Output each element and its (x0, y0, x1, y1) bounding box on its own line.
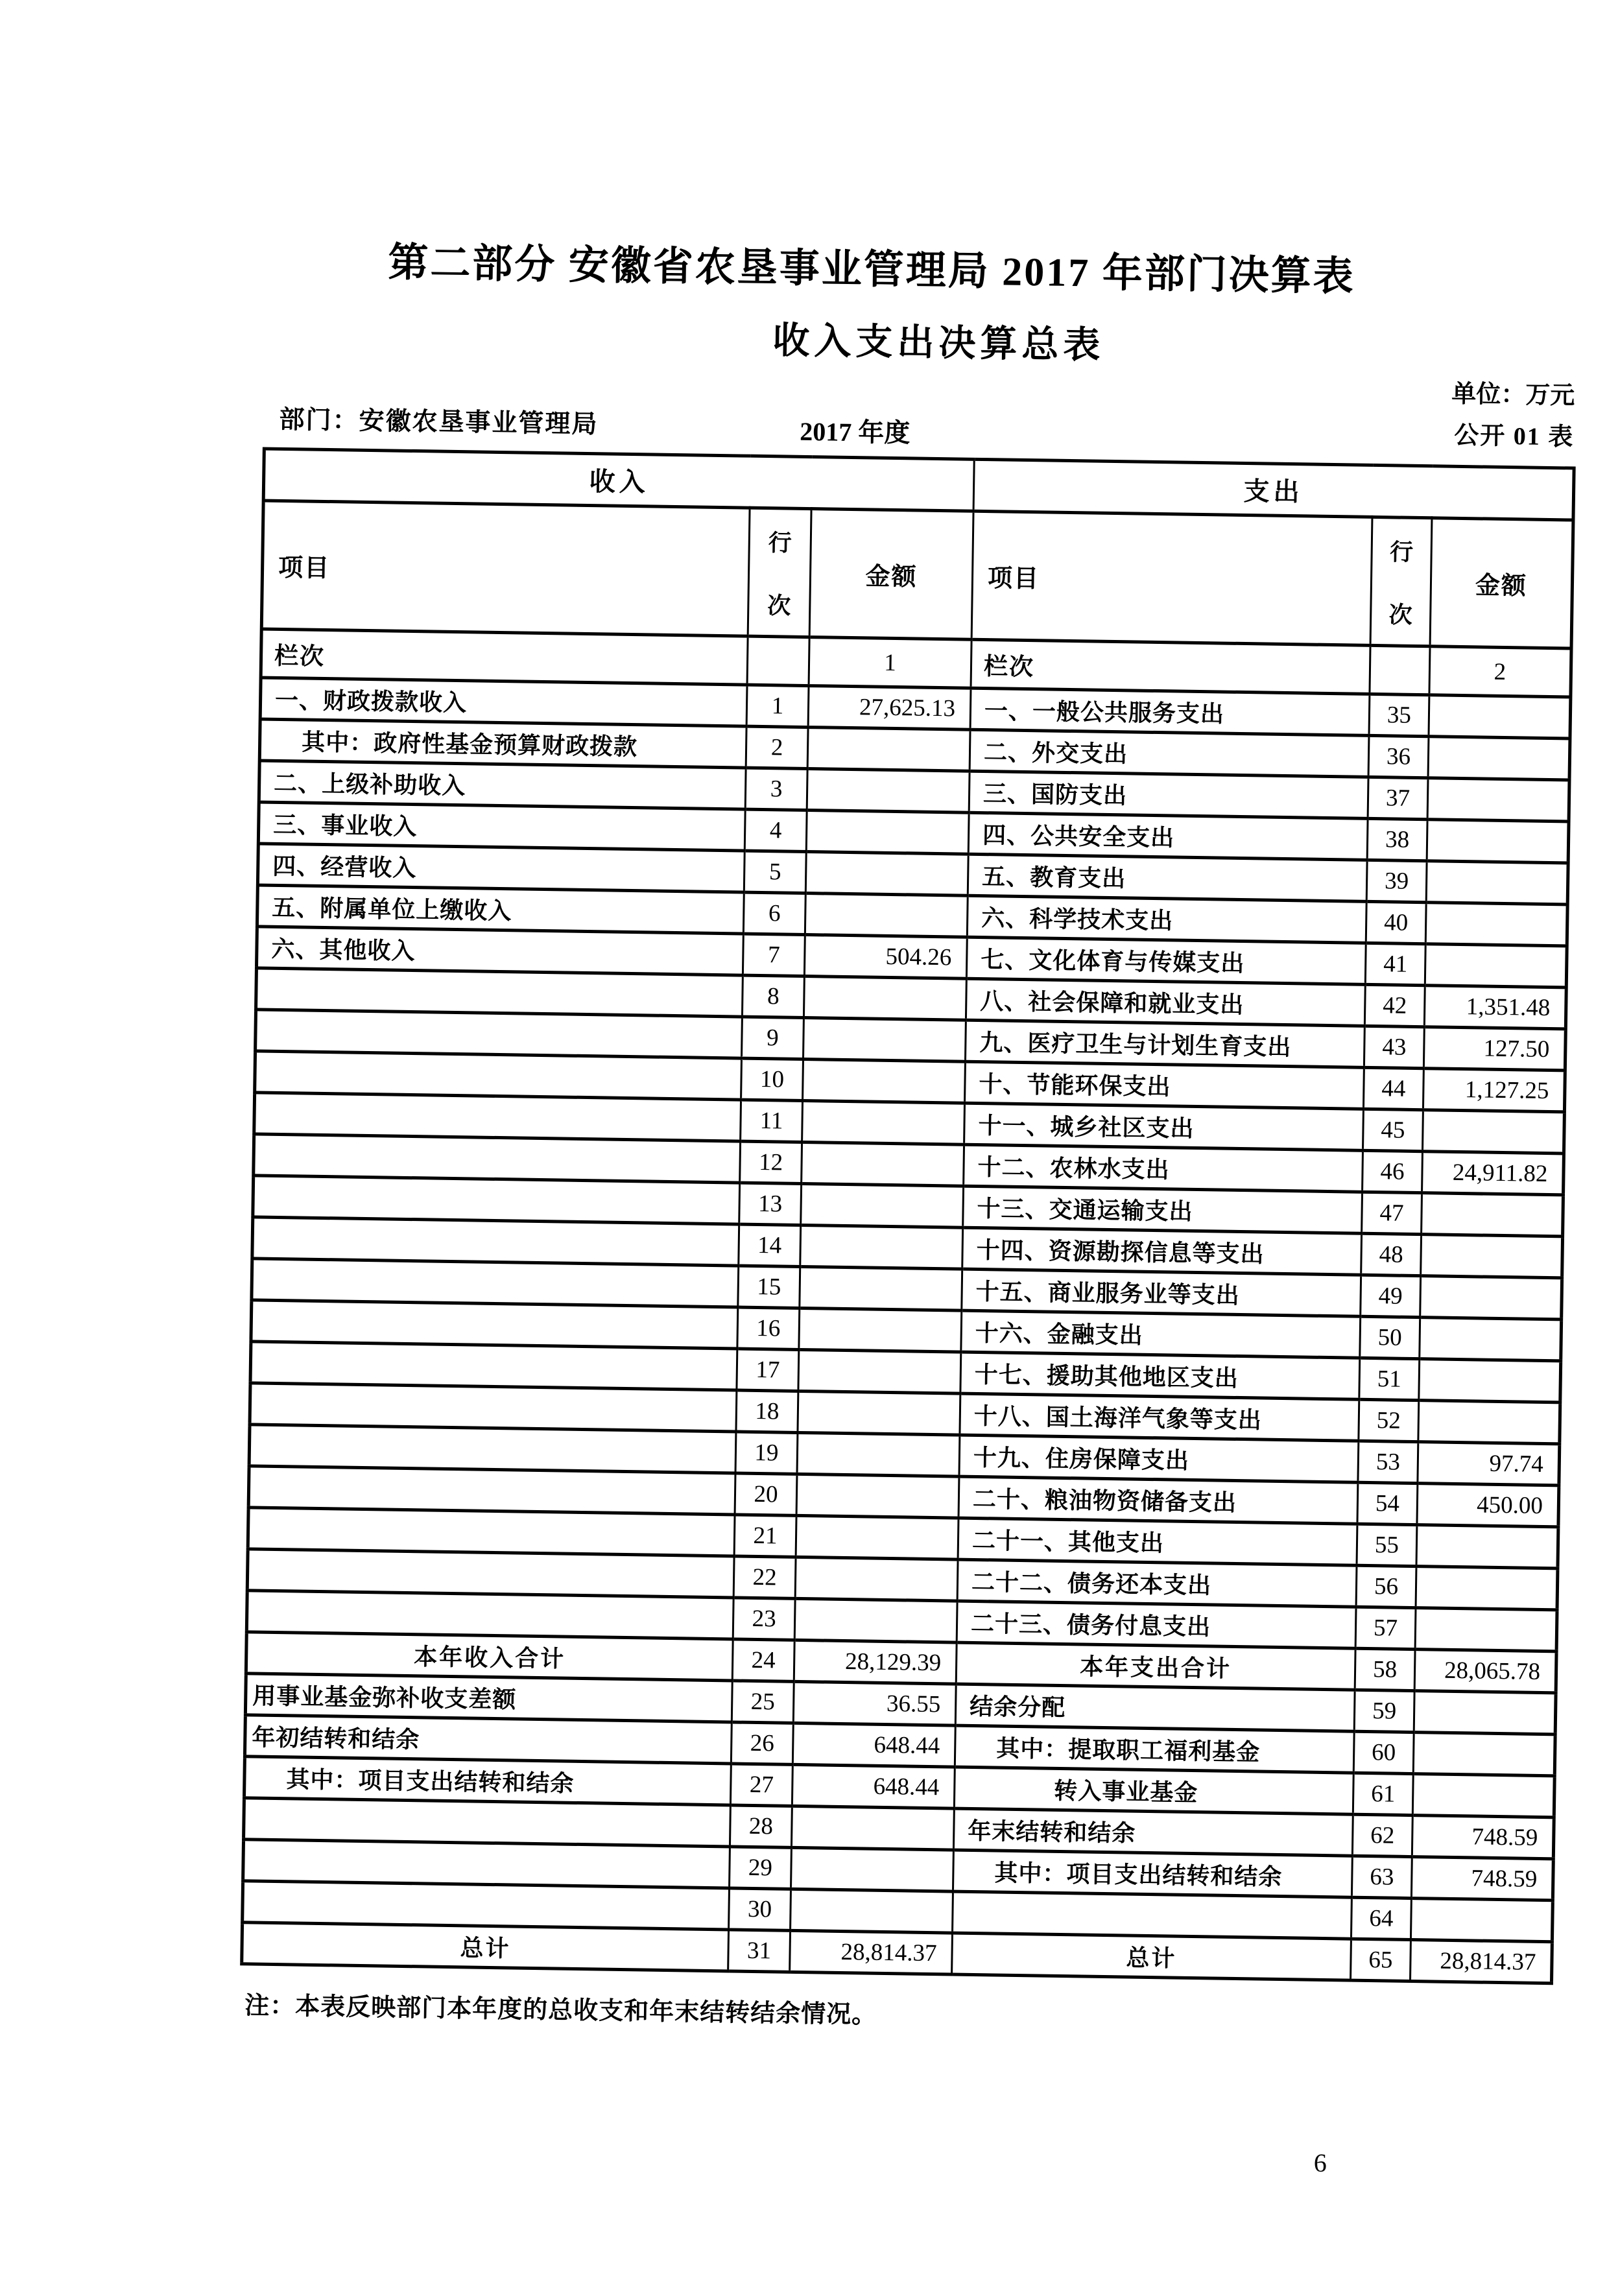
footnote: 注：本表反映部门本年度的总收支和年末结转结余情况。 (244, 1992, 877, 2029)
expense-item-cell (953, 1891, 1352, 1939)
rownum-header-char2: 次 (1388, 601, 1413, 628)
income-rownum-cell: 2 (746, 726, 808, 768)
expense-rownum-cell: 42 (1364, 984, 1425, 1026)
lanci-label-expense: 栏次 (971, 639, 1370, 694)
income-item-cell (254, 1134, 741, 1183)
expense-rownum-cell: 60 (1353, 1731, 1414, 1773)
expense-item-cell: 十八、国土海洋气象等支出 (960, 1393, 1359, 1441)
lanci-value-expense: 2 (1429, 646, 1571, 697)
expense-rownum-cell: 40 (1366, 901, 1426, 943)
expense-amount-cell: 97.74 (1418, 1442, 1560, 1485)
expense-rownum-cell: 50 (1360, 1316, 1420, 1358)
income-item-cell (254, 1093, 741, 1141)
expense-amount-cell (1428, 737, 1570, 780)
income-amount-cell (791, 1847, 953, 1891)
expense-item-cell: 六、科学技术支出 (967, 895, 1366, 943)
expense-amount-cell (1429, 695, 1571, 739)
income-item-cell: 三、事业收入 (258, 802, 745, 851)
lanci-label-income: 栏次 (261, 629, 748, 685)
expense-rownum-cell: 52 (1359, 1399, 1419, 1441)
income-amount-cell: 648.44 (792, 1723, 955, 1767)
income-amount-cell (796, 1515, 958, 1559)
lanci-value-income: 1 (809, 637, 971, 689)
rownum-header-stack (749, 524, 810, 621)
income-rownum-cell: 8 (742, 975, 804, 1017)
income-amount-cell: 36.55 (793, 1681, 956, 1725)
income-item-cell (256, 1010, 743, 1058)
page-number: 6 (1313, 2148, 1327, 2178)
expense-amount-cell: 450.00 (1417, 1484, 1559, 1527)
expense-rownum-cell: 65 (1351, 1939, 1411, 1981)
table-body (242, 678, 1571, 1983)
expense-rownum-cell: 56 (1356, 1565, 1416, 1607)
expense-amount-cell (1413, 1733, 1555, 1776)
income-item-cell: 用事业基金弥补收支差额 (245, 1674, 732, 1722)
income-rownum-cell: 10 (741, 1058, 804, 1100)
income-rownum-cell: 20 (735, 1473, 797, 1515)
rownum-header-char1: 行 (768, 529, 792, 556)
expense-rownum-cell: 63 (1351, 1856, 1412, 1898)
income-item-cell: 五、附属单位上缴收入 (257, 885, 744, 934)
expense-amount-cell: 1,127.25 (1423, 1069, 1565, 1112)
expense-amount-cell (1427, 778, 1569, 822)
expense-rownum-cell: 36 (1368, 735, 1429, 777)
expense-rownum-cell: 46 (1363, 1150, 1423, 1192)
rownum-header-char2: 次 (767, 592, 791, 619)
rownum-header-stack (1372, 533, 1431, 630)
expense-item-cell: 九、医疗卫生与计划生育支出 (965, 1020, 1364, 1067)
income-amount-cell (805, 894, 968, 938)
income-amount-cell (791, 1889, 953, 1933)
income-rownum-cell: 30 (729, 1888, 791, 1930)
expense-rownum-cell: 62 (1352, 1814, 1412, 1856)
income-amount-cell (795, 1557, 958, 1601)
income-rownum-cell: 4 (744, 809, 807, 851)
income-amount-cell (806, 811, 969, 855)
income-amount-cell (805, 852, 968, 896)
income-rownum-cell: 12 (740, 1141, 802, 1183)
income-amount-cell (802, 1142, 964, 1186)
expense-amount-cell (1426, 861, 1568, 905)
income-item-cell (250, 1342, 737, 1390)
income-item-cell (255, 1051, 742, 1100)
expense-rownum-cell: 41 (1365, 943, 1425, 985)
income-amount-cell (794, 1598, 957, 1642)
income-item-cell (248, 1466, 735, 1515)
income-rownum-cell: 11 (741, 1100, 803, 1142)
expense-amount-cell: 28,065.78 (1414, 1650, 1556, 1693)
expense-item-cell: 其中：项目支出结转和结余 (953, 1850, 1352, 1897)
expense-amount-cell (1422, 1110, 1564, 1154)
expense-item-cell: 二十二、债务还本支出 (957, 1559, 1357, 1607)
expense-rownum-cell: 45 (1363, 1109, 1423, 1151)
expense-item-cell: 一、一般公共服务支出 (970, 688, 1370, 735)
col-header-rownum-income (748, 508, 811, 637)
expense-amount-cell (1412, 1774, 1554, 1817)
lanci-empty-cell (1370, 645, 1430, 694)
income-amount-cell (797, 1432, 960, 1476)
income-rownum-cell: 16 (737, 1307, 800, 1349)
income-rownum-cell: 9 (741, 1017, 804, 1059)
expense-amount-cell (1427, 820, 1569, 863)
expense-rownum-cell: 43 (1364, 1026, 1424, 1068)
col-header-item-income: 项目 (261, 501, 750, 636)
col-header-amount-expense: 金额 (1430, 518, 1573, 648)
expense-item-cell: 十三、交通运输支出 (963, 1186, 1363, 1233)
income-item-cell (247, 1549, 734, 1598)
income-item-cell (250, 1383, 737, 1432)
income-item-cell (252, 1259, 739, 1307)
expense-rownum-cell: 64 (1351, 1897, 1411, 1939)
income-item-cell (256, 968, 743, 1017)
expense-amount-cell: 748.59 (1412, 1816, 1554, 1859)
income-rownum-cell: 24 (732, 1639, 794, 1681)
expense-rownum-cell: 58 (1355, 1648, 1415, 1690)
expense-amount-cell: 1,351.48 (1424, 986, 1566, 1029)
income-amount-cell: 27,625.13 (808, 686, 971, 730)
expense-rownum-cell: 55 (1357, 1524, 1417, 1566)
expense-rownum-cell: 48 (1361, 1233, 1422, 1275)
income-amount-cell: 28,129.39 (794, 1640, 957, 1684)
table-meta-block (1242, 379, 1575, 450)
income-rownum-cell: 31 (728, 1930, 791, 1972)
income-rownum-cell: 28 (730, 1805, 792, 1847)
income-rownum-cell: 14 (739, 1224, 801, 1266)
income-item-cell (248, 1508, 735, 1556)
expense-item-cell: 十二、农林水支出 (964, 1144, 1363, 1192)
income-rownum-cell: 23 (733, 1598, 795, 1640)
income-item-cell (251, 1300, 738, 1349)
expense-amount-cell (1416, 1567, 1558, 1610)
income-amount-cell (803, 1059, 966, 1103)
income-amount-cell (799, 1308, 962, 1352)
expense-rownum-cell: 44 (1363, 1067, 1423, 1109)
income-rownum-cell: 15 (738, 1266, 800, 1308)
income-amount-cell (798, 1349, 961, 1393)
income-item-cell: 其中：政府性基金预算财政拨款 (259, 719, 746, 768)
expense-amount-cell (1425, 944, 1567, 988)
expense-amount-cell (1420, 1318, 1562, 1361)
expense-item-cell: 十四、资源勘探信息等支出 (962, 1227, 1362, 1275)
expense-item-cell: 其中：提取职工福利基金 (955, 1725, 1354, 1773)
expense-rownum-cell: 47 (1362, 1192, 1422, 1234)
col-header-amount-income: 金额 (809, 509, 973, 640)
income-item-cell (249, 1425, 736, 1473)
income-item-cell: 一、财政拨款收入 (260, 678, 747, 726)
unit-label: 单位：万元 (1451, 380, 1575, 410)
expense-amount-cell: 28,814.37 (1410, 1940, 1552, 1983)
income-item-cell (252, 1217, 739, 1266)
expense-amount-cell (1420, 1276, 1562, 1320)
income-amount-cell (807, 769, 970, 813)
income-rownum-cell: 25 (732, 1681, 794, 1723)
expense-amount-cell: 24,911.82 (1422, 1152, 1564, 1195)
income-item-cell (253, 1176, 740, 1224)
income-rownum-cell: 1 (746, 685, 809, 727)
income-rownum-cell: 27 (730, 1764, 792, 1806)
income-amount-cell (804, 976, 966, 1020)
expense-item-cell: 十九、住房保障支出 (959, 1435, 1359, 1482)
income-item-cell: 六、其他收入 (256, 927, 743, 975)
expense-amount-cell (1419, 1359, 1561, 1402)
expense-rownum-cell: 51 (1359, 1358, 1420, 1400)
expense-rownum-cell: 37 (1368, 777, 1428, 819)
expense-rownum-cell: 35 (1369, 694, 1429, 736)
department-label: 部门：安徽农垦事业管理局 (279, 405, 599, 439)
income-amount-cell: 648.44 (792, 1764, 955, 1808)
income-item-cell: 总计 (242, 1923, 729, 1971)
expense-amount-cell (1415, 1608, 1557, 1651)
income-amount-cell (791, 1806, 954, 1850)
expense-rownum-cell: 39 (1366, 860, 1427, 902)
income-section-header: 收入 (263, 449, 974, 511)
year-label: 2017 年度 (800, 416, 911, 448)
income-rownum-cell: 7 (743, 934, 805, 976)
income-item-cell: 其中：项目支出结转和结余 (244, 1757, 731, 1805)
expense-section-header: 支出 (973, 459, 1574, 520)
income-rownum-cell: 19 (735, 1432, 798, 1474)
income-amount-cell (800, 1266, 962, 1310)
income-amount-cell: 28,814.37 (790, 1930, 953, 1974)
expense-rownum-cell: 54 (1357, 1482, 1418, 1524)
income-amount-cell (802, 1100, 965, 1144)
expense-amount-cell (1422, 1193, 1564, 1237)
expense-rownum-cell: 59 (1354, 1690, 1414, 1732)
income-amount-cell: 504.26 (804, 935, 967, 979)
income-rownum-cell: 3 (745, 768, 807, 810)
expense-item-cell: 四、公共安全支出 (968, 812, 1368, 860)
expense-amount-cell (1418, 1401, 1560, 1444)
lanci-empty-cell (747, 636, 809, 685)
income-rownum-cell: 29 (730, 1847, 792, 1889)
col-header-rownum-expense (1370, 517, 1432, 646)
income-expense-summary-table (240, 447, 1576, 1985)
income-item-cell: 四、经营收入 (257, 844, 744, 892)
expense-item-cell: 十六、金融支出 (961, 1310, 1361, 1358)
income-amount-cell (807, 728, 970, 772)
expense-item-cell: 二十三、债务付息支出 (957, 1601, 1356, 1648)
income-rownum-cell: 17 (737, 1349, 799, 1391)
expense-item-cell: 十七、援助其他地区支出 (960, 1352, 1360, 1399)
expense-item-cell: 结余分配 (955, 1684, 1355, 1731)
expense-item-cell: 二十、粮油物资储备支出 (958, 1476, 1358, 1524)
income-item-cell (246, 1591, 733, 1639)
expense-item-cell: 十五、商业服务业等支出 (962, 1269, 1361, 1316)
expense-item-cell: 八、社会保障和就业支出 (966, 978, 1365, 1026)
income-rownum-cell: 21 (734, 1515, 796, 1557)
document-title: 第二部分 安徽省农垦事业管理局 2017 年部门决算表 (387, 241, 1356, 300)
expense-item-cell: 二十一、其他支出 (958, 1518, 1357, 1565)
expense-amount-cell (1421, 1235, 1563, 1278)
income-item-cell: 本年收入合计 (246, 1632, 733, 1681)
expense-item-cell: 转入事业基金 (954, 1767, 1353, 1814)
income-amount-cell (801, 1183, 964, 1227)
expense-rownum-cell: 53 (1358, 1441, 1418, 1483)
income-rownum-cell: 26 (731, 1722, 793, 1764)
income-rownum-cell: 22 (733, 1556, 796, 1598)
expense-amount-cell (1425, 903, 1567, 946)
expense-amount-cell (1411, 1899, 1553, 1942)
expense-rownum-cell: 49 (1361, 1275, 1421, 1317)
income-amount-cell (803, 1017, 966, 1061)
income-amount-cell (800, 1225, 963, 1269)
expense-item-cell: 二、外交支出 (970, 729, 1369, 777)
expense-amount-cell (1414, 1691, 1556, 1734)
income-item-cell: 年初结转和结余 (244, 1715, 732, 1764)
income-item-cell (243, 1840, 730, 1888)
expense-amount-cell: 127.50 (1423, 1027, 1565, 1071)
expense-item-cell: 本年支出合计 (956, 1642, 1355, 1690)
column-header-row (261, 501, 1573, 648)
expense-rownum-cell: 57 (1355, 1607, 1416, 1649)
expense-item-cell: 总计 (952, 1933, 1351, 1980)
income-rownum-cell: 5 (744, 851, 806, 893)
income-item-cell (243, 1881, 730, 1930)
table-title: 收入支出决算总表 (772, 320, 1105, 366)
expense-item-cell: 年末结转和结余 (953, 1808, 1353, 1856)
expense-rownum-cell: 38 (1367, 818, 1427, 860)
income-amount-cell (798, 1391, 960, 1435)
expense-item-cell: 七、文化体育与传媒支出 (966, 937, 1366, 984)
expense-item-cell: 十、节能环保支出 (965, 1061, 1364, 1109)
rownum-header-char1: 行 (1389, 538, 1414, 565)
col-header-item-expense: 项目 (971, 511, 1372, 645)
income-item-cell: 二、上级补助收入 (259, 761, 746, 809)
expense-amount-cell (1416, 1525, 1558, 1568)
expense-item-cell: 十一、城乡社区支出 (964, 1103, 1364, 1150)
income-rownum-cell: 13 (739, 1183, 802, 1225)
expense-item-cell: 五、教育支出 (968, 854, 1367, 901)
expense-rownum-cell: 61 (1353, 1773, 1413, 1815)
income-item-cell (244, 1798, 731, 1847)
table-code-label: 公开 01 表 (1454, 421, 1575, 451)
income-rownum-cell: 18 (736, 1390, 798, 1432)
expense-item-cell: 三、国防支出 (969, 771, 1368, 818)
income-rownum-cell: 6 (743, 892, 805, 934)
expense-amount-cell: 748.59 (1411, 1857, 1553, 1900)
income-amount-cell (796, 1474, 959, 1518)
